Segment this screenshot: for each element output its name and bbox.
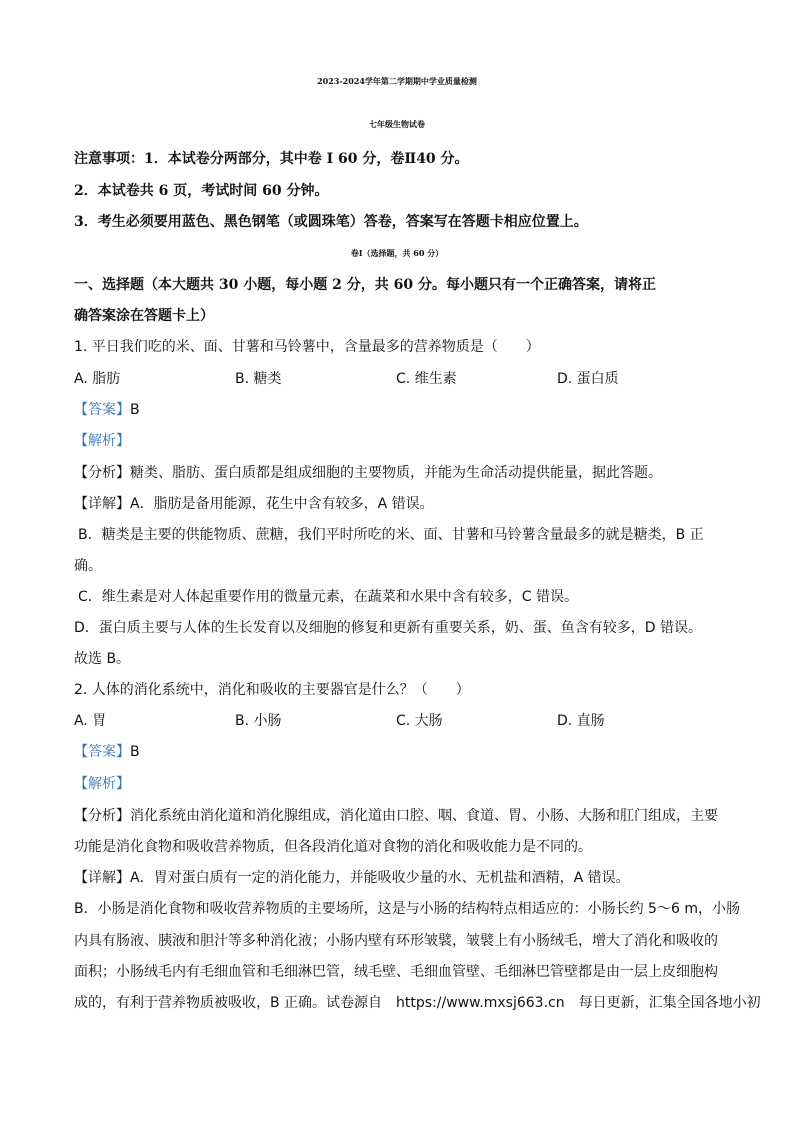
xiangjie-a: A．脂肪是备用能源，花生中含有较多，A 错误。 [130,496,434,512]
q2-option-d: D. 直肠 [557,713,605,729]
q2-stem: 2. 人体的消化系统中，消化和吸收的主要器官是什么？（ ） [74,682,470,698]
q2-b-line-3: 面积；小肠绒毛内有毛细血管和毛细淋巴管，绒毛壁、毛细血管壁、毛细淋巴管壁都是由一层上皮细胞构 [74,964,718,980]
q2-option-c: C. 大肠 [396,713,443,729]
section-heading: 卷Ⅰ（选择题，共 60 分） [350,248,444,258]
answer-value: B [130,744,140,760]
analysis-tag: 【解析】 [74,776,130,792]
section-instruction-1: 一、选择题（本大题共 30 小题，每小题 2 分，共 60 分。每小题只有一个正确答案，请将正 [74,277,656,293]
page-title: 2023-2024学年第二学期期中学业质量检测 [317,76,477,86]
q1-analysis [74,432,130,450]
q2-b-line-4: 成的，有利于营养物质被吸收，B 正确。试卷源自 https://www.mxsj663.cn 每日更新，汇集全国各地小初 [74,995,761,1011]
fenxi-text: 消化系统由消化道和消化腺组成，消化道由口腔、咽、食道、胃、小肠、大肠和肛门组成，主要 [130,808,718,824]
q1-xiangjie [74,495,434,513]
q1-option-d: D. 蛋白质 [557,371,619,387]
q2-answer [74,743,140,761]
notes-line-3: 3．考生必须要用蓝色、黑色钢笔（或圆珠笔）答卷，答案写在答题卡相应位置上。 [74,214,588,230]
section-instruction-2: 确答案涂在答题卡上） [74,308,214,324]
page-subtitle: 七年级生物试卷 [369,119,425,129]
q2-option-b: B. 小肠 [235,713,282,729]
q1-stem: 1. 平日我们吃的米、面、甘薯和马铃薯中，含量最多的营养物质是（ ） [74,339,540,355]
q1-option-b: B. 糖类 [235,371,282,387]
fenxi-tag: 【分析】 [74,808,130,824]
analysis-tag: 【解析】 [74,433,130,449]
q2-b-line-2: 内具有肠液、胰液和胆汁等多种消化液；小肠内壁有环形皱襞，皱襞上有小肠绒毛，增大了消化和吸收的 [74,933,718,949]
notes-line-2: 2．本试卷共 6 页，考试时间 60 分钟。 [74,183,329,199]
q1-option-c: C. 维生素 [396,371,457,387]
notes-line-1: 注意事项：1．本试卷分两部分，其中卷 I 60 分，卷Ⅱ40 分。 [74,151,469,167]
xiangjie-a: A．胃对蛋白质有一定的消化能力，并能吸收少量的水、无机盐和酒精，A 错误。 [130,870,630,886]
q1-option-a: A. 脂肪 [74,371,121,387]
fenxi-text: 糖类、脂肪、蛋白质都是组成细胞的主要物质，并能为生命活动提供能量，据此答题。 [130,465,662,481]
q2-xiangjie [74,869,630,887]
q1-b-line-1: B．糖类是主要的供能物质、蔗糖，我们平时所吃的米、面、甘薯和马铃薯含量最多的就是糖类，B 正 [78,527,704,543]
q1-d-line: D．蛋白质主要与人体的生长发育以及细胞的修复和更新有重要关系，奶、蛋、鱼含有较多，D 错误。 [74,620,703,636]
fenxi-tag: 【分析】 [74,465,130,481]
q2-option-a: A. 胃 [74,713,107,729]
q1-fenxi [74,464,662,482]
q2-fenxi-1 [74,807,718,825]
xiangjie-tag: 【详解】 [74,870,130,886]
q1-conclusion: 故选 B。 [74,651,131,667]
answer-tag: 【答案】 [74,402,130,418]
q2-b-line-1: B．小肠是消化食物和吸收营养物质的主要场所，这是与小肠的结构特点相适应的：小肠长约 5～6 m，小肠 [74,901,740,917]
q1-answer [74,401,140,419]
q1-c-line: C．维生素是对人体起重要作用的微量元素，在蔬菜和水果中含有较多，C 错误。 [78,589,578,605]
q1-b-line-2: 确。 [74,558,102,574]
answer-value: B [130,402,140,418]
q2-fenxi-2: 功能是消化食物和吸收营养物质，但各段消化道对食物的消化和吸收能力是不同的。 [74,839,592,855]
xiangjie-tag: 【详解】 [74,496,130,512]
answer-tag: 【答案】 [74,744,130,760]
q2-analysis [74,775,130,793]
